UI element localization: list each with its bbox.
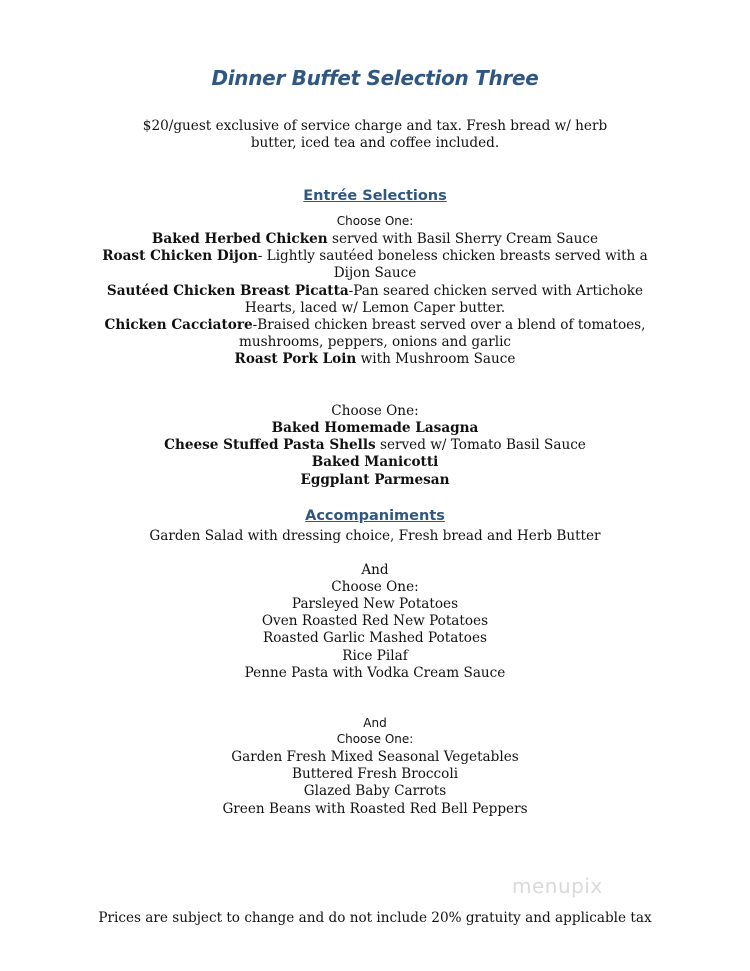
pasta-item <box>100 454 650 471</box>
accompaniments-base: Garden Salad with dressing choice, Fresh bread and Herb Butter <box>149 528 601 544</box>
starch-item: Rice Pilaf <box>342 647 408 664</box>
pasta-choose-label: Choose One: <box>331 403 419 419</box>
starch-item: Parsleyed New Potatoes <box>291 596 459 612</box>
entree-item-desc: -Pan seared chicken served with Artichoke Hearts, laced w/ Lemon Caper butter. <box>244 282 644 316</box>
entree-heading: Entrée Selections <box>303 188 447 204</box>
starch-list <box>100 596 650 682</box>
page-title: Dinner Buffet Selection Three <box>211 66 539 90</box>
vegetable-choose-label: Choose One: <box>336 732 414 746</box>
entree-item-name: Baked Herbed Chicken <box>151 231 328 247</box>
pasta-item-name: Eggplant Parmesan <box>300 471 450 488</box>
entree-item-name: Chicken Cacciatore <box>104 317 253 334</box>
entree-item <box>100 317 650 351</box>
entree-item-name: Sautéed Chicken Breast Picatta <box>106 282 349 299</box>
entree-item-desc: with Mushroom Sauce <box>356 351 516 368</box>
menupix-watermark: menupix <box>512 874 603 898</box>
entree-item <box>100 248 650 282</box>
starch-item: Penne Pasta with Vodka Cream Sauce <box>244 664 506 681</box>
pasta-item <box>100 472 650 489</box>
and-label-1: And <box>361 562 389 578</box>
accompaniments-heading: Accompaniments <box>305 508 445 524</box>
entree-item-desc: - Lightly sautéed boneless chicken breasts served with a Dijon Sauce <box>257 248 648 282</box>
pasta-list <box>100 420 650 489</box>
entree-item-name: Roast Pork Loin <box>234 351 357 368</box>
starch-item: Roasted Garlic Mashed Potatoes <box>263 630 487 647</box>
pasta-item-name: Baked Homemade Lasagna <box>271 420 479 436</box>
entree-item <box>100 351 650 368</box>
vegetable-item: Green Beans with Roasted Red Bell Peppers <box>222 800 528 817</box>
entree-item-name: Roast Chicken Dijon <box>102 248 258 265</box>
vegetable-item: Buttered Fresh Broccoli <box>291 766 459 783</box>
vegetable-item: Glazed Baby Carrots <box>303 783 447 800</box>
starch-choose-label: Choose One: <box>331 579 419 595</box>
pricing-intro: $20/guest exclusive of service charge and tax. Fresh bread w/ herb butter, iced tea and coffee included. <box>142 118 608 151</box>
entree-choose-label: Choose One: <box>336 214 414 228</box>
starch-item: Oven Roasted Red New Potatoes <box>261 613 489 630</box>
pasta-item-desc: served w/ Tomato Basil Sauce <box>375 437 586 454</box>
vegetable-item: Garden Fresh Mixed Seasonal Vegetables <box>231 749 519 765</box>
vegetable-list <box>100 749 650 818</box>
pasta-item <box>100 437 650 454</box>
entree-item <box>100 231 650 248</box>
footer-note: Prices are subject to change and do not include 20% gratuity and applicable tax <box>98 910 652 926</box>
pasta-item-name: Cheese Stuffed Pasta Shells <box>164 437 376 454</box>
entree-list <box>100 231 650 369</box>
pasta-item <box>100 420 650 437</box>
and-label-2: And <box>363 716 387 730</box>
entree-item-desc: served with Basil Sherry Cream Sauce <box>327 231 599 247</box>
pasta-item-name: Baked Manicotti <box>311 454 439 471</box>
entree-item-desc: -Braised chicken breast served over a blend of tomatoes, mushrooms, peppers, onions and garlic <box>238 317 646 351</box>
entree-item <box>100 283 650 317</box>
